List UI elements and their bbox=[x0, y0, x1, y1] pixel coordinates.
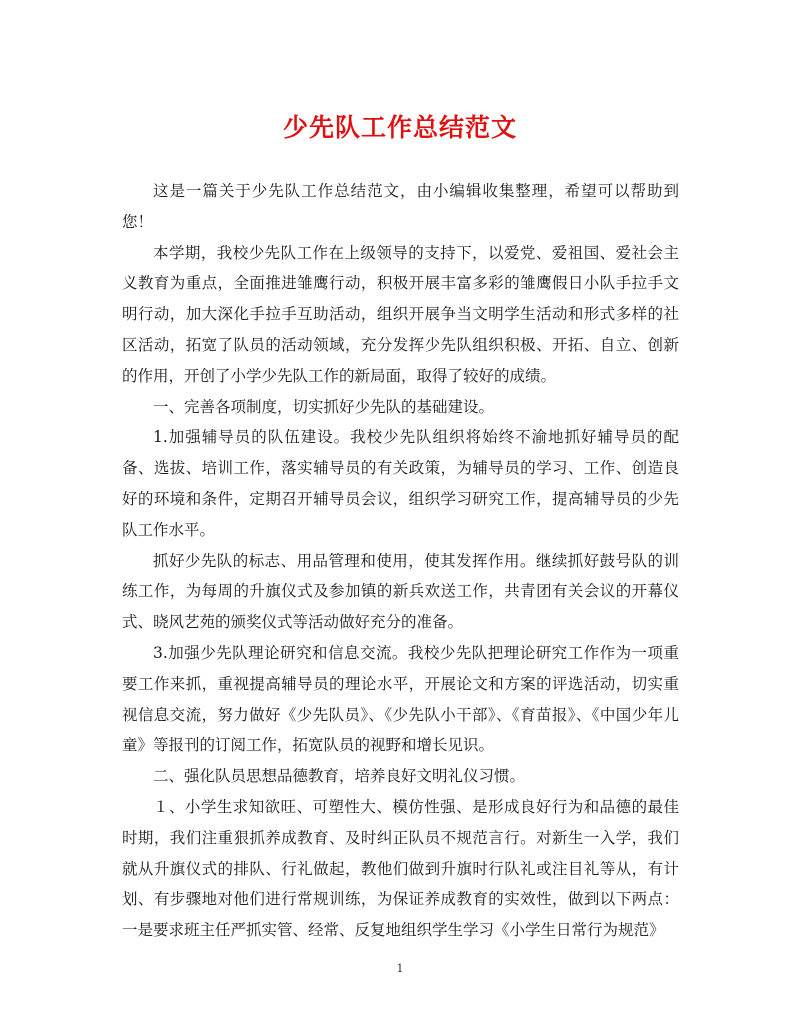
document-body bbox=[122, 176, 679, 946]
paragraph-item-2: 抓好少先队的标志、用品管理和使用，使其发挥作用。继续抓好鼓号队的训练工作，为每周的升旗仪式及参加镇的新兵欢送工作，共青团有关会议的开幕仪式、晓风艺苑的颁奖仪式等活动做好充分的准备。 bbox=[122, 551, 679, 632]
paragraph-item-3: 3.加强少先队理论研究和信息交流。我校少先队把理论研究工作作为一项重要工作来抓，重视提高辅导员的理论水平，开展论文和方案的评选活动，切实重视信息交流，努力做好《少先队员》、《少先队小干部》、《育苗报》、《中国少年儿童》等报刊的订阅工作，拓宽队员的视野和增长见识。 bbox=[122, 643, 679, 755]
document-title: 少先队工作总结范文 bbox=[282, 113, 517, 142]
paragraph-intro: 这是一篇关于少先队工作总结范文，由小编辑收集整理，希望可以帮助到您！ bbox=[122, 182, 679, 231]
paragraph-overview: 本学期，我校少先队工作在上级领导的支持下，以爱党、爱祖国、爱社会主义教育为重点，全面推进雏鹰行动，积极开展丰富多彩的雏鹰假日小队手拉手文明行动，加大深化手拉手互助活动，组织开展争当文明学生活动和形式多样的社区活动，拓宽了队员的活动领域，充分发挥少先队组织积极、开拓、自立、创新的作用，开创了小学少先队工作的新局面，取得了较好的成绩。 bbox=[122, 243, 679, 385]
paragraph-item-1: 1.加强辅导员的队伍建设。我校少先队组织将始终不渝地抓好辅导员的配备、选拔、培训工作，落实辅导员的有关政策，为辅导员的学习、工作、创造良好的环境和条件，定期召开辅导员会议，组织学习研究工作，提高辅导员的少先队工作水平。 bbox=[122, 428, 679, 539]
section-heading-2: 二、强化队员思想品德教育，培养良好文明礼仪习惯。 bbox=[153, 767, 526, 786]
paragraph-item-4: １、小学生求知欲旺、可塑性大、模仿性强、是形成良好行为和品德的最佳时期，我们注重狠抓养成教育、及时纠正队员不规范言行。对新生一入学，我们就从升旗仪式的排队、行礼做起，教他们做到升旗时行队礼或注目礼等从，有计划、有步骤地对他们进行常规训练，为保证养成教育的实效性，做到以下两点：一是要求班主任严抓实管、经常、反复地组织学生学习《小学生日常行为规范》 bbox=[122, 797, 679, 940]
page-number: 1 bbox=[396, 962, 404, 975]
section-heading-1: 一、完善各项制度，切实抓好少先队的基础建设。 bbox=[153, 397, 495, 416]
